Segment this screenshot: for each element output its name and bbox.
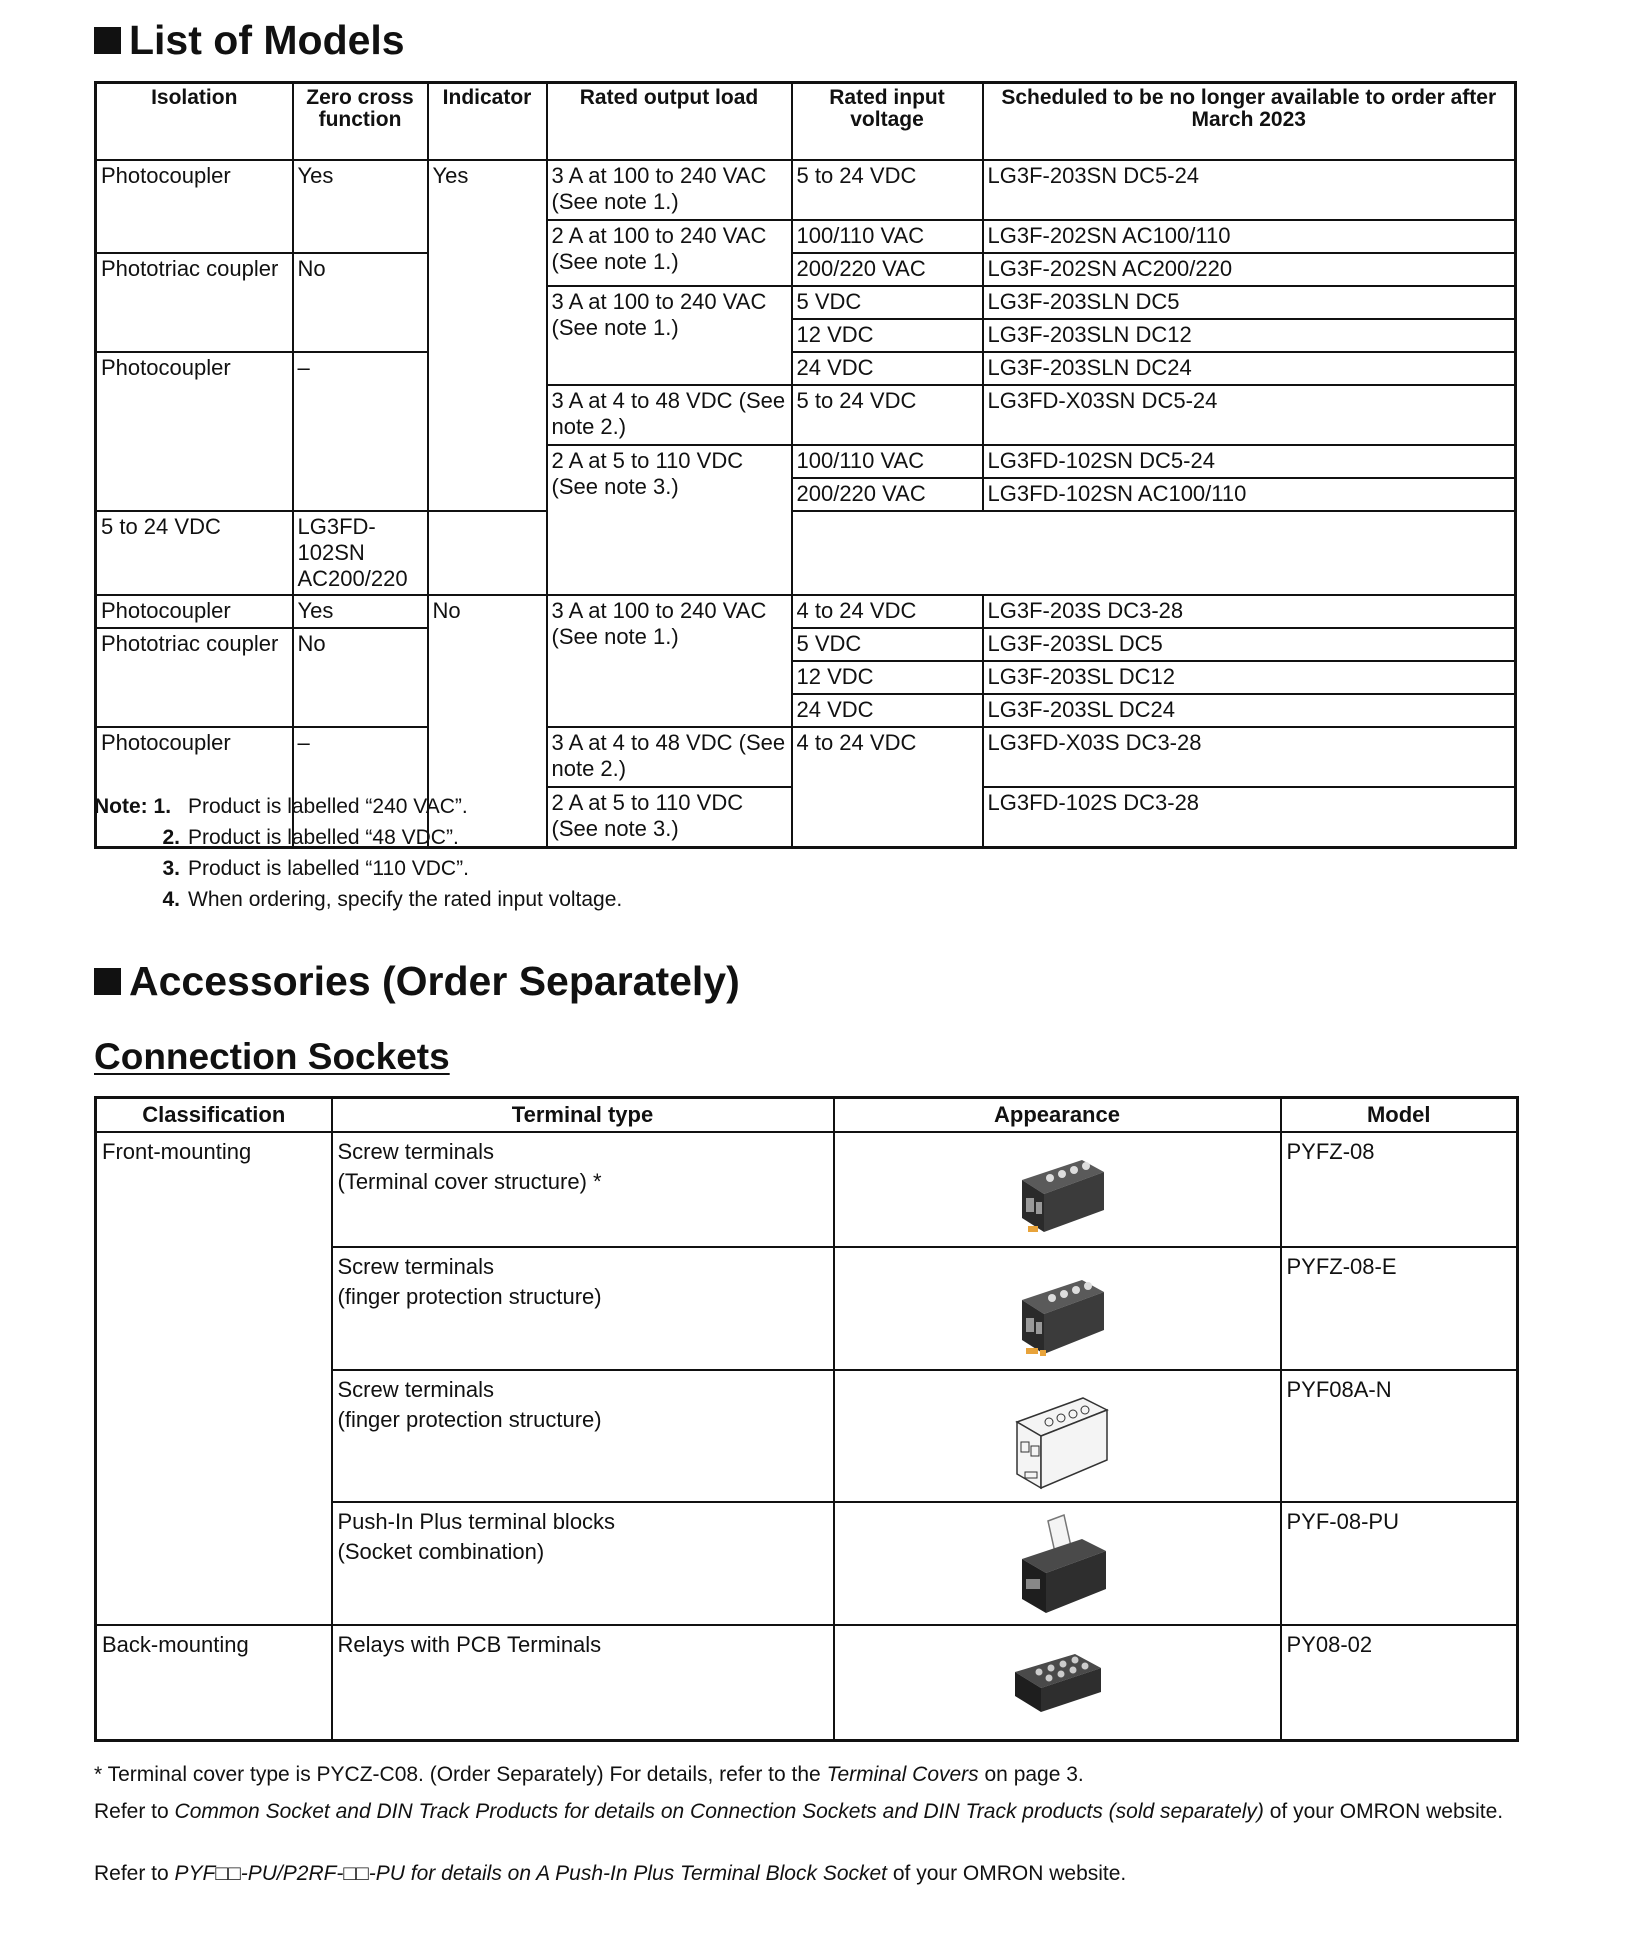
terminal-type-detail: (Terminal cover structure) * bbox=[337, 1169, 602, 1194]
model-cell: PYFZ-08 bbox=[1281, 1132, 1518, 1247]
model-cell: LG3F-203SL DC5 bbox=[983, 628, 1516, 661]
terminal-type-cell bbox=[332, 1247, 834, 1370]
models-header-row bbox=[96, 83, 1516, 161]
classification-cell: Back-mounting bbox=[96, 1625, 332, 1740]
push-in-plus-socket-icon bbox=[1002, 1509, 1112, 1619]
model-cell: LG3FD-X03S DC3-28 bbox=[983, 727, 1516, 787]
terminal-type-line: Push-In Plus terminal blocks bbox=[337, 1509, 616, 1534]
header-scheduled: Scheduled to be no longer available to order after March 2023 bbox=[983, 83, 1516, 161]
input-voltage-cell: 100/110 VAC bbox=[792, 445, 983, 478]
output-load-cell: 3 A at 4 to 48 VDC (See note 2.) bbox=[547, 727, 792, 787]
isolation-cell: Phototriac coupler bbox=[96, 628, 293, 727]
table-row bbox=[96, 352, 1516, 385]
indicator-cell: Yes bbox=[428, 160, 547, 511]
socket-finger-protection-icon bbox=[1002, 1256, 1112, 1362]
isolation-cell: Photocoupler bbox=[96, 727, 293, 848]
terminal-type-line: Relays with PCB Terminals bbox=[337, 1632, 602, 1657]
note-text: Product is labelled “48 VDC”. bbox=[188, 826, 459, 849]
zero-cross-cell: Yes bbox=[293, 595, 428, 628]
connection-sockets-title: Connection Sockets bbox=[94, 1036, 450, 1077]
model-cell: LG3F-203SLN DC5 bbox=[983, 286, 1516, 319]
note-number: 1. bbox=[153, 795, 172, 818]
note-item bbox=[94, 884, 622, 915]
model-cell: LG3F-202SN AC100/110 bbox=[983, 220, 1516, 253]
model-cell: LG3F-203SN DC5-24 bbox=[983, 160, 1516, 220]
input-voltage-cell: 5 to 24 VDC bbox=[96, 511, 293, 595]
pcb-socket-icon bbox=[1005, 1642, 1109, 1722]
input-voltage-cell: 200/220 VAC bbox=[792, 253, 983, 286]
table-row bbox=[96, 1132, 1518, 1247]
sockets-table bbox=[94, 1096, 1519, 1742]
note-number: 2. bbox=[162, 826, 180, 849]
header-indicator: Indicator bbox=[428, 83, 547, 161]
table-row bbox=[96, 511, 1516, 595]
zero-cross-cell: Yes bbox=[293, 160, 428, 253]
terminal-type-cell bbox=[332, 1370, 834, 1502]
note-item bbox=[94, 791, 622, 822]
square-bullet-icon bbox=[94, 968, 121, 995]
output-load-cell: 2 A at 5 to 110 VDC (See note 3.) bbox=[547, 787, 792, 848]
model-cell: LG3F-203SLN DC12 bbox=[983, 319, 1516, 352]
input-voltage-cell: 100/110 VAC bbox=[792, 220, 983, 253]
input-voltage-cell: 24 VDC bbox=[792, 694, 983, 727]
model-cell: PY08-02 bbox=[1281, 1625, 1518, 1740]
terminal-type-line: Screw terminals bbox=[337, 1377, 494, 1402]
indicator-cell: No bbox=[428, 595, 547, 848]
model-cell: PYF-08-PU bbox=[1281, 1502, 1518, 1625]
header-output-load: Rated output load bbox=[547, 83, 792, 161]
appearance-cell bbox=[834, 1502, 1281, 1625]
socket-terminal-cover-icon bbox=[1002, 1140, 1112, 1240]
output-load-cell: 3 A at 100 to 240 VAC (See note 1.) bbox=[547, 160, 792, 220]
output-load-cell: 3 A at 100 to 240 VAC (See note 1.) bbox=[547, 286, 792, 385]
model-cell: LG3F-203SL DC24 bbox=[983, 694, 1516, 727]
terminal-type-line: Screw terminals bbox=[337, 1254, 494, 1279]
square-bullet-icon bbox=[94, 27, 121, 54]
model-cell: PYFZ-08-E bbox=[1281, 1247, 1518, 1370]
socket-line-drawing-icon bbox=[997, 1376, 1117, 1496]
model-cell: LG3FD-102S DC3-28 bbox=[983, 787, 1516, 848]
footnote-common-socket: Refer to Common Socket and DIN Track Products for details on Connection Sockets and DIN Track products (sold separately) of your OMRON website. bbox=[94, 1800, 1504, 1823]
note-number: 4. bbox=[162, 888, 180, 911]
list-of-models-title: List of Models bbox=[94, 20, 405, 61]
note-text: Product is labelled “240 VAC”. bbox=[188, 795, 468, 818]
appearance-cell bbox=[834, 1247, 1281, 1370]
terminal-type-line: Screw terminals bbox=[337, 1139, 494, 1164]
output-load-cell: 2 A at 100 to 240 VAC (See note 1.) bbox=[547, 220, 792, 286]
push-in-plus-reference: PYF□□-PU/P2RF-□□-PU for details on A Push-In Plus Terminal Block Socket bbox=[174, 1862, 888, 1885]
terminal-type-detail: (Socket combination) bbox=[337, 1539, 545, 1564]
table-row bbox=[96, 727, 1516, 787]
header-classification: Classification bbox=[96, 1098, 332, 1133]
model-cell: PYF08A-N bbox=[1281, 1370, 1518, 1502]
appearance-cell bbox=[834, 1625, 1281, 1740]
terminal-type-cell bbox=[332, 1132, 834, 1247]
table-row bbox=[96, 253, 1516, 286]
model-cell: LG3F-203SLN DC24 bbox=[983, 352, 1516, 385]
zero-cross-cell: – bbox=[293, 352, 428, 511]
model-cell: LG3FD-X03SN DC5-24 bbox=[983, 385, 1516, 445]
input-voltage-cell: 5 VDC bbox=[792, 286, 983, 319]
header-input-voltage: Rated input voltage bbox=[792, 83, 983, 161]
model-cell: LG3F-203SL DC12 bbox=[983, 661, 1516, 694]
input-voltage-cell: 12 VDC bbox=[792, 319, 983, 352]
zero-cross-cell: No bbox=[293, 253, 428, 352]
output-load-cell: 3 A at 100 to 240 VAC (See note 1.) bbox=[547, 595, 792, 727]
note-number: 3. bbox=[162, 857, 180, 880]
header-isolation: Isolation bbox=[96, 83, 293, 161]
input-voltage-cell: 5 to 24 VDC bbox=[792, 385, 983, 445]
table-row bbox=[96, 160, 1516, 220]
table-row bbox=[96, 595, 1516, 628]
header-appearance: Appearance bbox=[834, 1098, 1281, 1133]
terminal-covers-link-text: Terminal Covers bbox=[826, 1763, 979, 1786]
zero-cross-cell: No bbox=[293, 628, 428, 727]
model-cell: LG3FD-102SN AC200/220 bbox=[293, 511, 428, 595]
isolation-cell: Photocoupler bbox=[96, 595, 293, 628]
input-voltage-cell: 12 VDC bbox=[792, 661, 983, 694]
sockets-header-row bbox=[96, 1098, 1518, 1133]
terminal-type-detail: (finger protection structure) bbox=[337, 1407, 602, 1432]
input-voltage-cell: 5 VDC bbox=[792, 628, 983, 661]
isolation-cell: Photocoupler bbox=[96, 352, 293, 511]
model-cell: LG3FD-102SN AC100/110 bbox=[983, 478, 1516, 511]
model-cell: LG3FD-102SN DC5-24 bbox=[983, 445, 1516, 478]
output-load-cell: 3 A at 4 to 48 VDC (See note 2.) bbox=[547, 385, 792, 445]
footnote-terminal-cover: * Terminal cover type is PYCZ-C08. (Order Separately) For details, refer to the Terminal Covers on page 3. bbox=[94, 1763, 1084, 1786]
terminal-type-cell bbox=[332, 1625, 834, 1740]
appearance-cell bbox=[834, 1370, 1281, 1502]
output-load-cell: 2 A at 5 to 110 VDC (See note 3.) bbox=[547, 445, 792, 595]
input-voltage-cell: 24 VDC bbox=[792, 352, 983, 385]
note-item bbox=[94, 853, 622, 884]
input-voltage-cell: 4 to 24 VDC bbox=[792, 727, 983, 848]
note-text: When ordering, specify the rated input voltage. bbox=[188, 888, 623, 911]
model-cell: LG3F-202SN AC200/220 bbox=[983, 253, 1516, 286]
input-voltage-cell: 200/220 VAC bbox=[792, 478, 983, 511]
note-label: Note: bbox=[94, 795, 148, 818]
zero-cross-cell: – bbox=[293, 727, 428, 848]
header-model: Model bbox=[1281, 1098, 1518, 1133]
appearance-cell bbox=[834, 1132, 1281, 1247]
table-row bbox=[96, 1625, 1518, 1740]
terminal-type-cell bbox=[332, 1502, 834, 1625]
terminal-type-detail: (finger protection structure) bbox=[337, 1284, 602, 1309]
notes-block bbox=[94, 791, 622, 915]
model-cell: LG3F-203S DC3-28 bbox=[983, 595, 1516, 628]
isolation-cell: Photocoupler bbox=[96, 160, 293, 253]
table-row bbox=[96, 628, 1516, 661]
input-voltage-cell: 4 to 24 VDC bbox=[792, 595, 983, 628]
header-zero-cross: Zero cross function bbox=[293, 83, 428, 161]
isolation-cell: Phototriac coupler bbox=[96, 253, 293, 352]
models-table bbox=[94, 81, 1517, 849]
common-socket-reference: Common Socket and DIN Track Products for details on Connection Sockets and DIN Track products (sold separately) bbox=[174, 1800, 1264, 1823]
note-text: Product is labelled “110 VDC”. bbox=[188, 857, 469, 880]
header-terminal-type: Terminal type bbox=[332, 1098, 834, 1133]
classification-cell: Front-mounting bbox=[96, 1132, 332, 1625]
accessories-title: Accessories (Order Separately) bbox=[94, 961, 740, 1002]
input-voltage-cell: 5 to 24 VDC bbox=[792, 160, 983, 220]
note-item bbox=[94, 822, 622, 853]
footnote-push-in-plus: Refer to PYF□□-PU/P2RF-□□-PU for details on A Push-In Plus Terminal Block Socket of your OMRON website. bbox=[94, 1862, 1127, 1885]
